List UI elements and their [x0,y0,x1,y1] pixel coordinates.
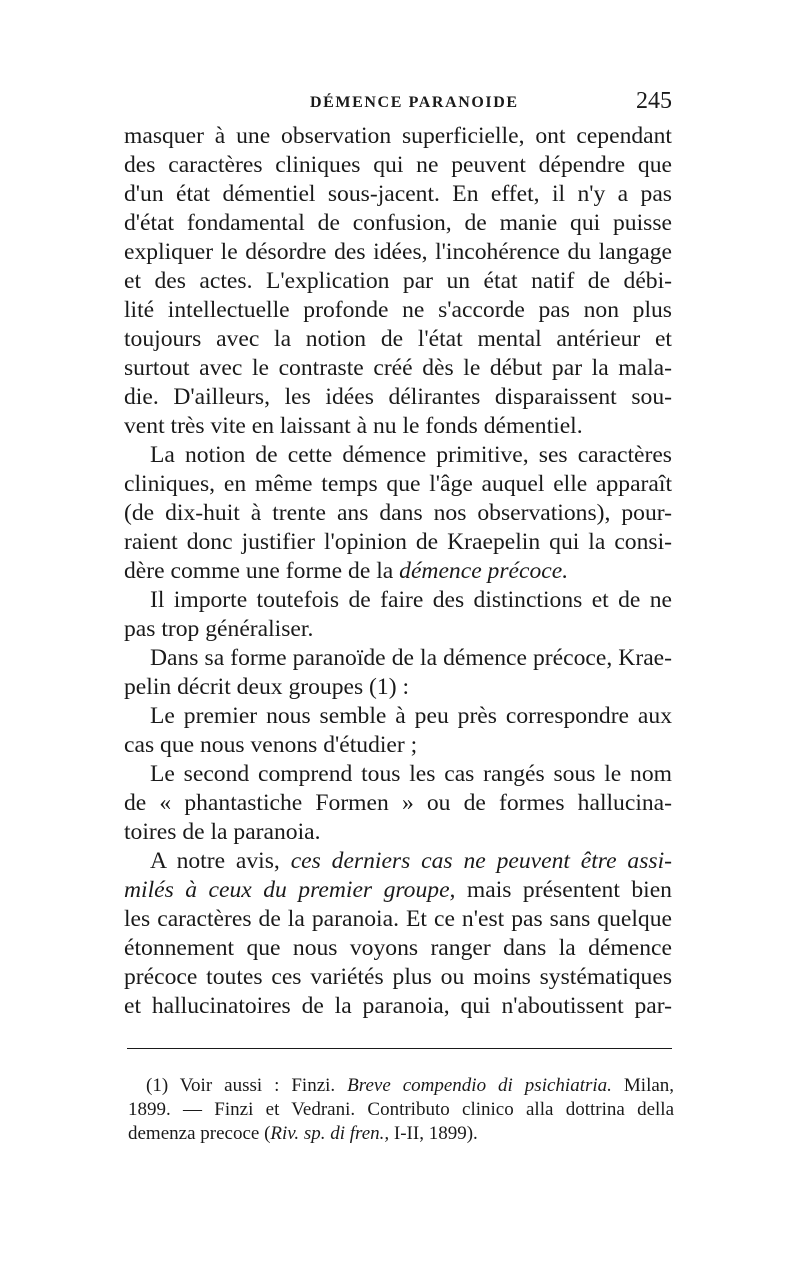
text-line: raient donc justifier l'opinion de Kraepelin qui la consi- [124,529,672,555]
running-head: DÉMENCE PARANOIDE [310,94,519,111]
text-run: Milan, [623,1075,675,1096]
text-run: A notre avis, [150,848,280,874]
text-line: d'état fondamental de confusion, de manie qui puisse [124,210,672,236]
text-line: précoce toutes ces variétés plus ou moins systématiques [124,964,672,990]
text-line: de « phantastiche Formen » ou de formes hallucina- [124,790,672,816]
text-line: surtout avec le contraste créé dès le début par la mala- [124,355,672,381]
text-line: et hallucinatoires de la paranoia, qui n'aboutissent par- [124,993,672,1019]
text-line: lité intellectuelle profonde ne s'accorde pas non plus [124,297,672,323]
text-line: Le premier nous semble à peu près correspondre aux [150,703,672,729]
text-line: vent très vite en laissant à nu le fonds démentiel. [124,413,583,439]
text-line: Il importe toutefois de faire des distinctions et de ne [150,587,672,613]
text-line: cliniques, en même temps que l'âge auquel elle apparaît [124,471,672,497]
text-line [124,876,672,904]
page-header [124,88,676,122]
text-line: expliquer le désordre des idées, l'incohérence du langage [124,239,672,265]
text-line: pelin décrit deux groupes (1) : [124,674,410,700]
text-run: mais présentent bien [466,877,672,903]
text-line: toires de la paranoia. [124,819,321,845]
text-line: Le second comprend tous les cas rangés sous le nom [150,761,672,787]
page-number: 245 [636,88,672,114]
text-line: die. D'ailleurs, les idées délirantes disparaissent sou- [124,384,672,410]
italic-phrase: milés à ceux du premier groupe, [124,877,456,903]
text-line: Dans sa forme paranoïde de la démence précoce, Krae- [150,645,672,671]
footnote-line: 1899. — Finzi et Vedrani. Contributo clinico alla dottrina della [128,1099,674,1120]
text-run: dère comme une forme de la [124,558,394,584]
italic-title: Breve compendio di psichiatria. [347,1075,612,1096]
text-line: (de dix-huit à trente ans dans nos observations), pour- [124,500,672,526]
text-line: d'un état démentiel sous-jacent. En effet, il n'y a pas [124,181,672,207]
text-line: masquer à une observation superficielle, ont cependant [124,123,672,149]
text-line [124,557,672,585]
italic-title: Riv. sp. di fren., [270,1123,390,1144]
text-line: les caractères de la paranoia. Et ce n'est pas sans quelque [124,906,672,932]
text-line: des caractères cliniques qui ne peuvent dépendre que [124,152,672,178]
text-run: demenza precoce ( [128,1123,271,1144]
text-line: étonnement que nous voyons ranger dans la démence [124,935,672,961]
italic-term: démence précoce. [399,558,569,584]
text-line: cas que nous venons d'étudier ; [124,732,418,758]
text-line: La notion de cette démence primitive, ses caractères [150,442,672,468]
footnote-rule [127,1048,672,1049]
text-line: pas trop généraliser. [124,616,314,642]
footnote-line [128,1122,674,1146]
footnote-line [146,1074,674,1098]
text-line [150,847,672,875]
text-run: I-II, 1899). [393,1123,478,1144]
text-line: toujours avec la notion de l'état mental antérieur et [124,326,672,352]
italic-phrase: ces derniers cas ne peuvent être assi- [290,848,672,874]
text-line: et des actes. L'explication par un état natif de débi- [124,268,672,294]
text-run: (1) Voir aussi : Finzi. [146,1075,336,1096]
